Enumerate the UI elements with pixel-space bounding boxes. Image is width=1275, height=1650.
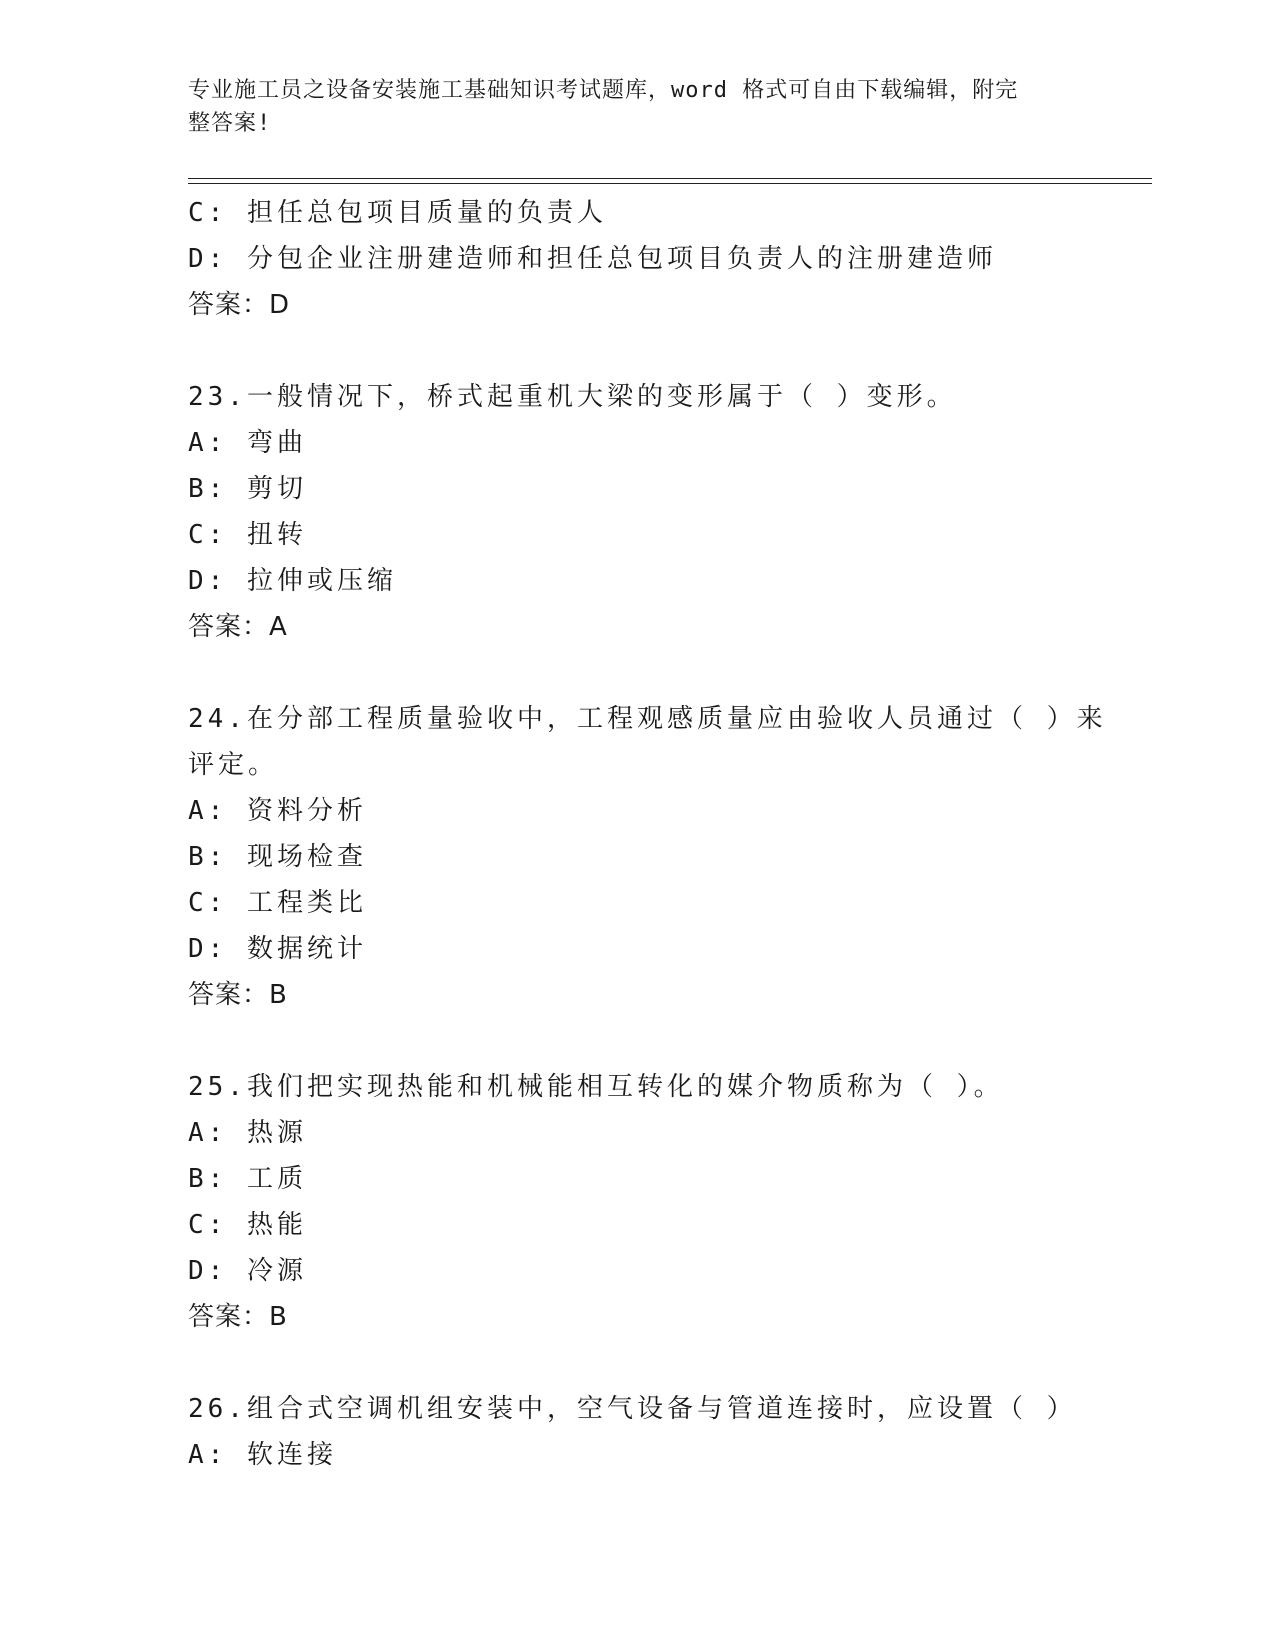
question-24-option-b: B: 现场检查 xyxy=(188,842,367,872)
question-25-stem: 25.我们把实现热能和机械能相互转化的媒介物质称为（ ）。 xyxy=(188,1072,1004,1102)
question-23-option-d: D: 拉伸或压缩 xyxy=(188,566,397,596)
question-25-option-c: C: 热能 xyxy=(188,1210,307,1240)
spacer xyxy=(188,650,1088,696)
question-23-option-b: B: 剪切 xyxy=(188,474,307,504)
question-24-stem: 24.在分部工程质量验收中，工程观感质量应由验收人员通过（ ）来 xyxy=(188,704,1107,734)
question-25-option-a: A: 热源 xyxy=(188,1118,307,1148)
question-25-option-b: B: 工质 xyxy=(188,1164,307,1194)
question-23-stem: 23.一般情况下，桥式起重机大梁的变形属于（ ）变形。 xyxy=(188,382,957,412)
option-d: D: 分包企业注册建造师和担任总包项目负责人的注册建造师 xyxy=(188,244,997,274)
question-24-answer: 答案：B xyxy=(188,980,288,1010)
header-line-2: 整答案! xyxy=(188,111,272,136)
question-24-option-c: C: 工程类比 xyxy=(188,888,367,918)
question-26-option-a: A: 软连接 xyxy=(188,1440,337,1470)
spacer xyxy=(188,328,1088,374)
question-25-answer: 答案：B xyxy=(188,1302,288,1332)
question-24-option-d: D: 数据统计 xyxy=(188,934,367,964)
answer-line: 答案：D xyxy=(188,290,291,320)
question-24-option-a: A: 资料分析 xyxy=(188,796,367,826)
spacer xyxy=(188,1018,1088,1064)
header-divider-top xyxy=(188,178,1152,179)
question-25-option-d: D: 冷源 xyxy=(188,1256,307,1286)
document-body xyxy=(188,190,1107,1478)
question-23-option-c: C: 扭转 xyxy=(188,520,307,550)
question-23-answer: 答案：A xyxy=(188,612,288,642)
question-23-option-a: A: 弯曲 xyxy=(188,428,307,458)
header-divider-bottom xyxy=(188,183,1152,184)
header-line-1: 专业施工员之设备安装施工基础知识考试题库，word 格式可自由下载编辑，附完 xyxy=(188,78,1019,103)
question-24-stem-continued: 评定。 xyxy=(188,750,279,780)
question-26-stem: 26.组合式空调机组安装中，空气设备与管道连接时，应设置（ ） xyxy=(188,1394,1077,1424)
spacer xyxy=(188,1340,1088,1386)
document-header xyxy=(188,74,1068,140)
option-c: C: 担任总包项目质量的负责人 xyxy=(188,198,607,228)
